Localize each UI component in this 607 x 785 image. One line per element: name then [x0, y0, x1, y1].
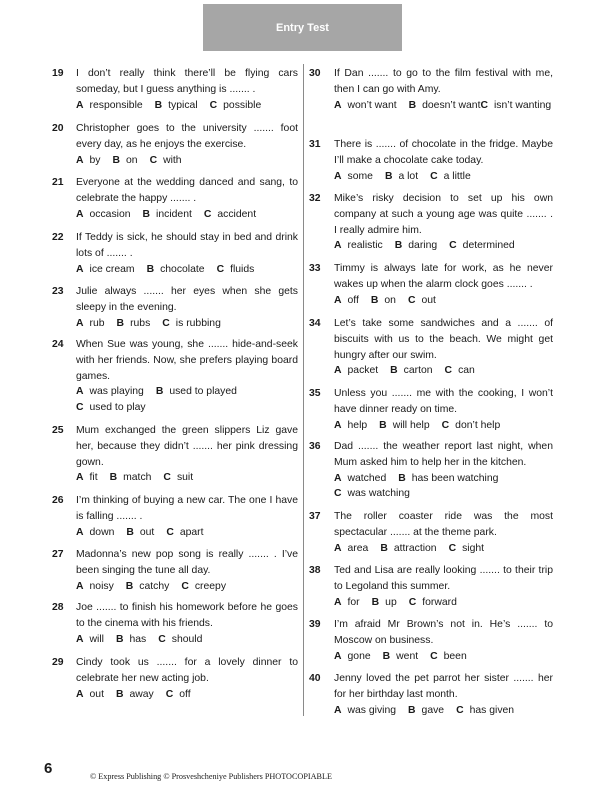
option-text: up	[385, 596, 397, 608]
option-text: for	[347, 596, 360, 608]
option-letter: B	[370, 294, 379, 306]
option-text: don’t help	[455, 419, 501, 431]
option-text: used to played	[169, 386, 237, 398]
option-text: gone	[347, 650, 371, 662]
option-b	[371, 293, 396, 309]
option-b	[395, 238, 437, 254]
option-letter: C	[163, 472, 171, 484]
option-letter: C	[76, 402, 84, 414]
option-a	[334, 649, 371, 665]
option-b	[116, 632, 146, 648]
option-b	[390, 363, 432, 379]
question-36	[309, 439, 553, 502]
answer-options	[334, 98, 553, 114]
question-number: 28	[52, 602, 64, 613]
question-text: I don’t really think there’ll be flying cars someday, but I guess anything is ....... .	[76, 68, 298, 95]
option-text: forward	[422, 596, 457, 608]
answer-options	[334, 238, 553, 254]
question-number: 29	[52, 657, 64, 668]
option-b	[380, 541, 436, 557]
option-text: realistic	[347, 240, 383, 252]
option-text: away	[129, 688, 154, 700]
option-letter: C	[149, 154, 158, 166]
option-b	[155, 98, 198, 114]
option-letter: B	[394, 240, 403, 252]
question-number: 26	[52, 495, 64, 506]
option-text: some	[347, 170, 373, 182]
option-letter: C	[209, 99, 218, 111]
option-b	[156, 384, 237, 400]
answer-options	[334, 595, 553, 611]
question-text: Mum exchanged the green slippers Liz gave her, because they didn’t ....... her pink dressing gown.	[76, 425, 298, 468]
option-b	[147, 262, 205, 278]
option-text: possible	[223, 99, 262, 111]
option-text: can	[458, 365, 475, 377]
option-text: area	[347, 542, 369, 554]
answer-options	[334, 418, 553, 434]
option-text: fit	[89, 472, 98, 484]
option-letter: C	[430, 650, 438, 662]
option-letter: C	[407, 294, 416, 306]
option-text: rub	[89, 317, 105, 329]
option-letter: B	[115, 688, 124, 700]
question-number: 40	[309, 673, 321, 684]
option-letter: C	[181, 580, 189, 592]
option-text: responsible	[89, 99, 143, 111]
option-letter: C	[444, 365, 453, 377]
option-letter: A	[334, 419, 342, 431]
option-b	[383, 649, 418, 665]
option-letter: C	[456, 704, 464, 716]
option-c	[430, 169, 471, 185]
option-a	[334, 418, 367, 434]
question-number: 31	[309, 139, 321, 150]
option-letter: A	[76, 633, 84, 645]
option-a	[76, 470, 98, 486]
option-c	[163, 470, 193, 486]
option-letter: B	[155, 386, 164, 398]
option-letter: B	[379, 419, 387, 431]
option-text: a little	[443, 170, 471, 182]
option-text: off	[179, 688, 191, 700]
option-a	[334, 293, 359, 309]
option-c	[217, 262, 255, 278]
question-number: 20	[52, 123, 64, 134]
question-text: Julie always ....... her eyes when she gets sleepy in the evening.	[76, 286, 298, 313]
option-letter: C	[158, 633, 166, 645]
question-37	[309, 509, 553, 556]
option-text: help	[347, 419, 368, 431]
option-letter: B	[408, 704, 416, 716]
option-letter: B	[142, 208, 151, 220]
question-text: Timmy is always late for work, as he never wakes up when the alarm clock goes ....... .	[334, 263, 553, 290]
option-text: was watching	[347, 488, 410, 500]
option-letter: B	[398, 472, 406, 484]
question-number: 38	[309, 565, 321, 576]
question-text: Joe ....... to finish his homework before he goes to the cinema with his friends.	[76, 602, 298, 629]
option-letter: C	[203, 208, 212, 220]
option-text: gave	[421, 704, 445, 716]
option-c	[334, 486, 410, 502]
option-a	[334, 541, 368, 557]
option-letter: A	[334, 542, 342, 554]
option-letter: C	[441, 419, 450, 431]
question-24	[40, 337, 298, 416]
option-letter: B	[109, 472, 118, 484]
option-letter: A	[76, 154, 84, 166]
question-text: Unless you ....... me with the cooking, I won’t have dinner ready on time.	[334, 388, 553, 415]
option-c	[166, 687, 191, 703]
option-letter: A	[334, 99, 342, 111]
option-text: suit	[176, 472, 194, 484]
option-text: won’t want	[347, 99, 397, 111]
question-text: The roller coaster ride was the most spectacular ....... at the theme park.	[334, 511, 553, 538]
option-b	[379, 418, 429, 434]
option-letter: A	[334, 472, 342, 484]
question-number: 33	[309, 263, 321, 274]
option-letter: A	[334, 596, 342, 608]
question-number: 22	[52, 232, 64, 243]
option-c	[456, 703, 514, 719]
option-text: will	[89, 633, 104, 645]
option-letter: A	[76, 580, 84, 592]
question-text: I’m thinking of buying a new car. The one I have is falling ....... .	[76, 495, 298, 522]
question-number: 23	[52, 286, 64, 297]
option-text: is rubbing	[175, 317, 221, 329]
answer-options	[334, 293, 553, 309]
question-22	[40, 230, 298, 277]
question-27	[40, 547, 298, 594]
option-letter: B	[380, 542, 388, 554]
answer-options	[76, 262, 298, 278]
option-a	[334, 98, 397, 114]
option-c	[181, 579, 226, 595]
question-number: 37	[309, 511, 321, 522]
option-c	[76, 400, 146, 416]
option-b	[398, 471, 498, 487]
option-letter: C	[449, 240, 457, 252]
question-number: 39	[309, 619, 321, 630]
question-number: 27	[52, 549, 64, 560]
option-letter: A	[76, 386, 84, 398]
option-b	[409, 98, 481, 114]
question-32	[309, 191, 553, 254]
option-c	[480, 98, 551, 114]
option-text: out	[89, 688, 104, 700]
option-text: on	[126, 154, 138, 166]
question-text: There is ....... of chocolate in the fridge. Maybe I’ll make a chocolate cake today.	[334, 139, 553, 166]
option-text: occasion	[89, 208, 131, 220]
option-letter: B	[382, 650, 391, 662]
option-letter: C	[448, 542, 457, 554]
option-a	[76, 207, 131, 223]
question-text: Everyone at the wedding danced and sang, to celebrate the happy ....... .	[76, 177, 298, 204]
question-number: 32	[309, 193, 321, 204]
option-text: has	[129, 633, 147, 645]
question-28	[40, 600, 298, 647]
option-text: out	[421, 294, 436, 306]
option-text: has given	[469, 704, 515, 716]
option-letter: A	[76, 526, 84, 538]
option-text: doesn’t want	[422, 99, 481, 111]
question-33	[309, 261, 553, 308]
option-text: sight	[462, 542, 485, 554]
option-letter: B	[146, 263, 155, 275]
option-a	[334, 595, 360, 611]
question-text: Mike’s risky decision to set up his own company at such a young age was quite ....... . I really admire him.	[334, 193, 553, 236]
option-text: typical	[168, 99, 198, 111]
question-number: 24	[52, 339, 64, 350]
option-c	[166, 525, 203, 541]
question-text: Let’s take some sandwiches and a ....... of biscuits with us to the beach. We might get hungry after our swim.	[334, 318, 553, 361]
option-c	[150, 153, 182, 169]
question-text: Cindy took us ....... for a lovely dinner to celebrate her new acting job.	[76, 657, 298, 684]
option-b	[126, 525, 154, 541]
option-text: went	[396, 650, 419, 662]
question-text: Ted and Lisa are really looking ....... to their trip to Legoland this summer.	[334, 565, 553, 592]
option-letter: A	[334, 704, 342, 716]
option-text: carton	[403, 365, 433, 377]
option-text: should	[171, 633, 203, 645]
option-letter: B	[154, 99, 163, 111]
question-text: Christopher goes to the university ....... foot every day, as he enjoys the exercise.	[76, 123, 298, 150]
question-21	[40, 175, 298, 222]
option-letter: A	[334, 365, 342, 377]
option-a	[76, 153, 101, 169]
answer-options	[334, 703, 553, 719]
option-letter: B	[384, 170, 393, 182]
option-letter: A	[334, 170, 342, 182]
option-c	[210, 98, 262, 114]
option-c	[445, 363, 475, 379]
option-letter: C	[334, 488, 342, 500]
question-number: 36	[309, 441, 321, 452]
option-c	[449, 238, 515, 254]
question-26	[40, 493, 298, 540]
option-a	[334, 169, 373, 185]
option-text: ice cream	[89, 263, 135, 275]
option-letter: A	[76, 472, 84, 484]
question-23	[40, 284, 298, 331]
option-letter: C	[162, 317, 170, 329]
option-text: been	[443, 650, 467, 662]
option-a	[76, 262, 135, 278]
question-20	[40, 121, 298, 168]
option-letter: A	[76, 688, 84, 700]
question-39	[309, 617, 553, 664]
question-19	[40, 66, 298, 113]
question-number: 25	[52, 425, 64, 436]
option-text: off	[347, 294, 359, 306]
question-number: 21	[52, 177, 64, 188]
answer-options	[76, 525, 298, 541]
option-letter: A	[334, 240, 342, 252]
answer-options	[76, 687, 298, 703]
option-text: catchy	[139, 580, 170, 592]
option-c	[409, 595, 457, 611]
option-b	[126, 579, 170, 595]
question-text: Madonna’s new pop song is really ....... . I’ve been singing the tune all day.	[76, 549, 298, 576]
option-letter: C	[165, 688, 174, 700]
option-c	[442, 418, 501, 434]
option-letter: B	[125, 580, 134, 592]
option-text: used to play	[89, 402, 146, 414]
question-number: 35	[309, 388, 321, 399]
option-letter: C	[430, 170, 438, 182]
option-text: match	[123, 472, 152, 484]
option-text: was playing	[89, 386, 144, 398]
option-text: accident	[217, 208, 257, 220]
option-letter: C	[480, 99, 488, 111]
question-38	[309, 563, 553, 610]
answer-options	[76, 153, 298, 169]
option-letter: B	[371, 596, 380, 608]
question-text: If Teddy is sick, he should stay in bed and drink lots of ....... .	[76, 232, 298, 259]
option-text: determined	[462, 240, 515, 252]
option-c	[158, 632, 202, 648]
option-text: isn’t wanting	[493, 99, 552, 111]
question-text: Dad ....... the weather report last night, when Mum asked him to help her in the kitchen.	[334, 441, 553, 468]
question-31	[309, 137, 553, 184]
option-text: with	[163, 154, 182, 166]
option-letter: A	[334, 294, 342, 306]
option-letter: A	[334, 650, 342, 662]
answer-options	[334, 169, 553, 185]
answer-options	[76, 579, 298, 595]
option-text: has been watching	[411, 472, 499, 484]
copyright-notice: © Express Publishing © Prosveshcheniye Publishers PHOTOCOPIABLE	[90, 772, 332, 781]
option-a	[76, 687, 104, 703]
option-b	[385, 169, 418, 185]
answer-options	[76, 98, 298, 114]
answer-options	[76, 207, 298, 223]
answer-options	[334, 471, 553, 503]
option-b	[143, 207, 192, 223]
option-letter: B	[408, 99, 417, 111]
option-c	[430, 649, 467, 665]
column-divider	[303, 64, 304, 716]
option-b	[408, 703, 444, 719]
option-text: chocolate	[160, 263, 205, 275]
option-text: rubs	[130, 317, 151, 329]
option-text: was giving	[347, 704, 397, 716]
option-b	[116, 687, 154, 703]
option-letter: A	[76, 208, 84, 220]
option-text: down	[89, 526, 115, 538]
section-header	[203, 4, 402, 51]
question-text: If Dan ....... to go to the film festival with me, then I can go with Amy.	[334, 68, 553, 95]
option-letter: B	[390, 365, 398, 377]
option-text: apart	[179, 526, 204, 538]
answer-options	[76, 470, 298, 486]
question-29	[40, 655, 298, 702]
option-b	[372, 595, 397, 611]
option-text: watched	[347, 472, 387, 484]
option-letter: B	[112, 154, 121, 166]
question-text: When Sue was young, she ....... hide-and-seek with her friends. Now, she prefers playing board games.	[76, 339, 298, 382]
option-letter: A	[76, 317, 84, 329]
answer-options	[76, 632, 298, 648]
question-25	[40, 423, 298, 486]
answer-options	[334, 649, 553, 665]
option-text: attraction	[393, 542, 437, 554]
option-b	[117, 316, 151, 332]
option-a	[76, 525, 114, 541]
option-text: creepy	[194, 580, 227, 592]
option-text: daring	[408, 240, 438, 252]
option-a	[76, 384, 144, 400]
answer-options	[334, 363, 553, 379]
option-a	[334, 363, 378, 379]
option-c	[204, 207, 256, 223]
question-number: 30	[309, 68, 321, 79]
answer-options	[334, 541, 553, 557]
question-number: 34	[309, 318, 321, 329]
option-a	[76, 579, 114, 595]
option-b	[113, 153, 138, 169]
option-text: fluids	[230, 263, 255, 275]
question-30	[309, 66, 553, 113]
option-text: by	[89, 154, 101, 166]
option-letter: B	[126, 526, 134, 538]
option-c	[449, 541, 484, 557]
question-number: 19	[52, 68, 64, 79]
option-text: packet	[347, 365, 379, 377]
option-letter: C	[216, 263, 225, 275]
option-text: incident	[156, 208, 192, 220]
question-40	[309, 671, 553, 718]
option-a	[76, 98, 143, 114]
option-text: out	[139, 526, 155, 538]
option-a	[76, 316, 105, 332]
page-number: 6	[44, 760, 53, 777]
option-a	[334, 238, 383, 254]
option-letter: C	[166, 526, 174, 538]
question-35	[309, 386, 553, 433]
section-title: Entry Test	[276, 21, 329, 34]
option-letter: A	[76, 99, 84, 111]
answer-options	[76, 316, 298, 332]
question-text: Jenny loved the pet parrot her sister ....... her for her birthday last month.	[334, 673, 553, 700]
option-c	[408, 293, 436, 309]
option-c	[162, 316, 221, 332]
option-letter: B	[116, 317, 125, 329]
question-34	[309, 316, 553, 379]
option-b	[110, 470, 152, 486]
option-a	[334, 471, 386, 487]
option-text: noisy	[89, 580, 114, 592]
option-text: will help	[392, 419, 430, 431]
option-a	[334, 703, 396, 719]
option-letter: C	[408, 596, 417, 608]
option-a	[76, 632, 104, 648]
option-text: on	[384, 294, 396, 306]
question-text: I’m afraid Mr Brown’s not in. He’s ....... to Moscow on business.	[334, 619, 553, 646]
option-letter: A	[76, 263, 84, 275]
option-letter: B	[115, 633, 124, 645]
option-text: a lot	[398, 170, 419, 182]
answer-options	[76, 384, 298, 416]
